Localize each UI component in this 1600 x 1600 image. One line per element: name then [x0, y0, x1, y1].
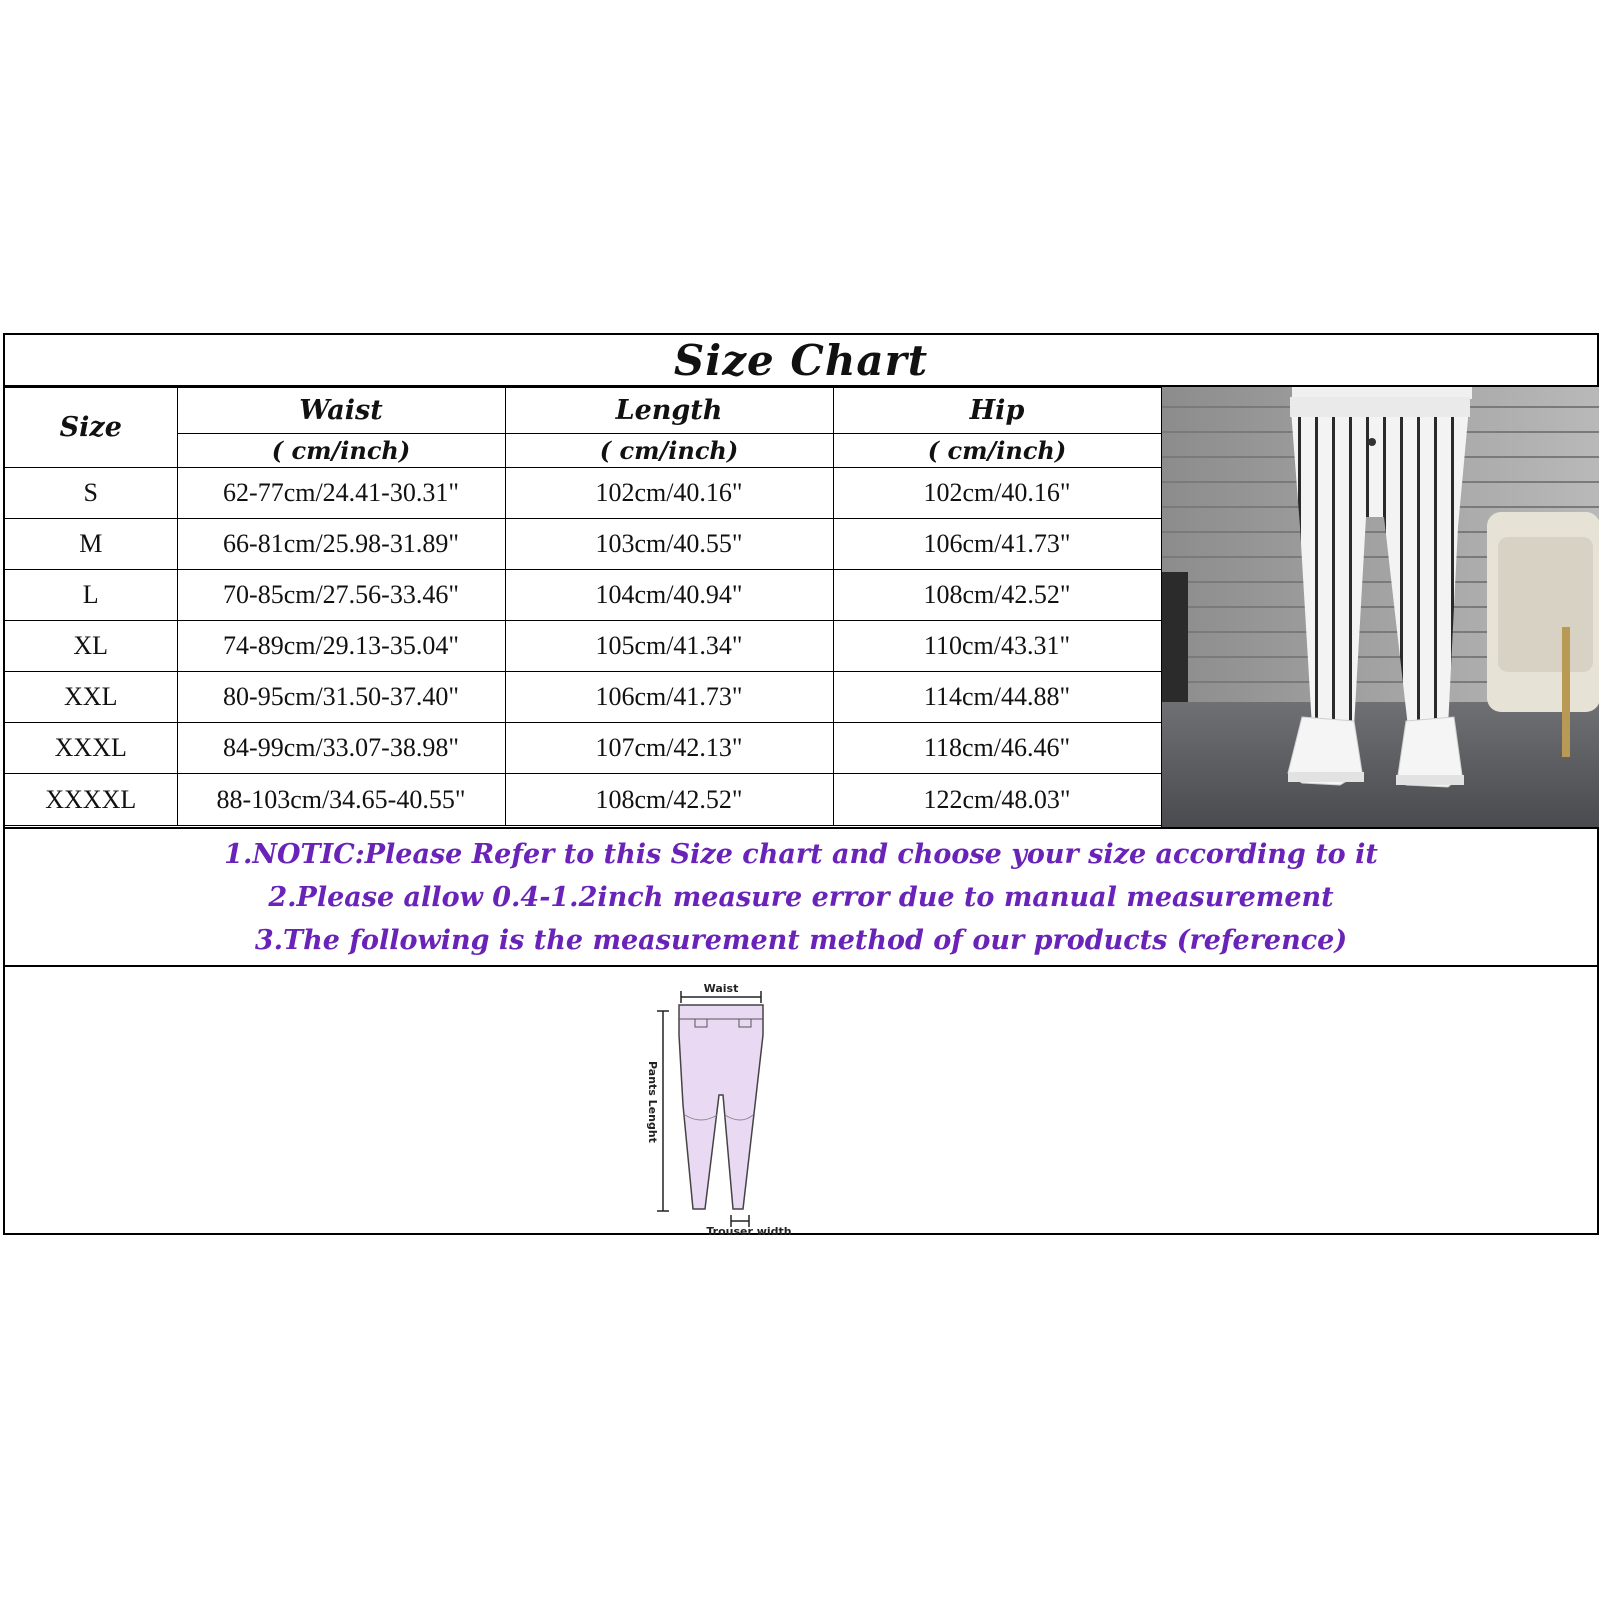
waist-cell: 88-103cm/34.65-40.55" [177, 774, 505, 826]
col-unit-waist: ( cm/inch) [177, 434, 505, 468]
size-cell: S [5, 468, 177, 519]
size-table [5, 387, 1162, 826]
waist-cell: 80-95cm/31.50-37.40" [177, 672, 505, 723]
col-header-length: Length [505, 388, 833, 434]
waist-cell: 62-77cm/24.41-30.31" [177, 468, 505, 519]
note-1: 1.NOTIC:Please Refer to this Size chart and choose your size according to it [224, 838, 1378, 870]
col-unit-hip: ( cm/inch) [833, 434, 1161, 468]
size-cell: L [5, 570, 177, 621]
waist-cell: 84-99cm/33.07-38.98" [177, 723, 505, 774]
length-label: Pants Lenght [646, 1061, 659, 1143]
length-cell: 104cm/40.94" [505, 570, 833, 621]
size-chart [3, 333, 1599, 1235]
note-2: 2.Please allow 0.4-1.2inch measure error due to manual measurement [268, 881, 1334, 913]
hip-cell: 118cm/46.46" [833, 723, 1161, 774]
waist-cell: 70-85cm/27.56-33.46" [177, 570, 505, 621]
table-row [5, 723, 1161, 774]
waist-label: Waist [703, 982, 739, 995]
length-cell: 108cm/42.52" [505, 774, 833, 826]
col-header-hip: Hip [833, 388, 1161, 434]
note-3: 3.The following is the measurement method of our products (reference) [254, 924, 1348, 956]
size-cell: XL [5, 621, 177, 672]
size-cell: XXXXL [5, 774, 177, 826]
header-row [5, 388, 1161, 434]
notes-section [5, 827, 1597, 967]
hip-cell: 122cm/48.03" [833, 774, 1161, 826]
table-row [5, 774, 1161, 826]
hip-cell: 114cm/44.88" [833, 672, 1161, 723]
hip-cell: 102cm/40.16" [833, 468, 1161, 519]
size-cell: XXXL [5, 723, 177, 774]
table-row [5, 672, 1161, 723]
pants-diagram [645, 975, 825, 1237]
unit-row [5, 434, 1161, 468]
waist-cell: 66-81cm/25.98-31.89" [177, 519, 505, 570]
hip-cell: 108cm/42.52" [833, 570, 1161, 621]
length-cell: 102cm/40.16" [505, 468, 833, 519]
hip-cell: 106cm/41.73" [833, 519, 1161, 570]
trouser-width-label: Trouser width [706, 1225, 792, 1237]
measurement-diagram [645, 975, 825, 1237]
table-row [5, 468, 1161, 519]
size-header: Size [5, 388, 177, 468]
length-cell: 106cm/41.73" [505, 672, 833, 723]
length-cell: 105cm/41.34" [505, 621, 833, 672]
table-row [5, 570, 1161, 621]
table-row [5, 519, 1161, 570]
striped-pants-photo-image [1162, 387, 1599, 827]
size-cell: M [5, 519, 177, 570]
waist-cell: 74-89cm/29.13-35.04" [177, 621, 505, 672]
table-row [5, 621, 1161, 672]
hip-cell: 110cm/43.31" [833, 621, 1161, 672]
title-row [5, 335, 1597, 387]
length-cell: 103cm/40.55" [505, 519, 833, 570]
product-photo [1161, 387, 1599, 827]
chart-title: Size Chart [673, 335, 929, 385]
col-unit-length: ( cm/inch) [505, 434, 833, 468]
size-cell: XXL [5, 672, 177, 723]
col-header-waist: Waist [177, 388, 505, 434]
length-cell: 107cm/42.13" [505, 723, 833, 774]
